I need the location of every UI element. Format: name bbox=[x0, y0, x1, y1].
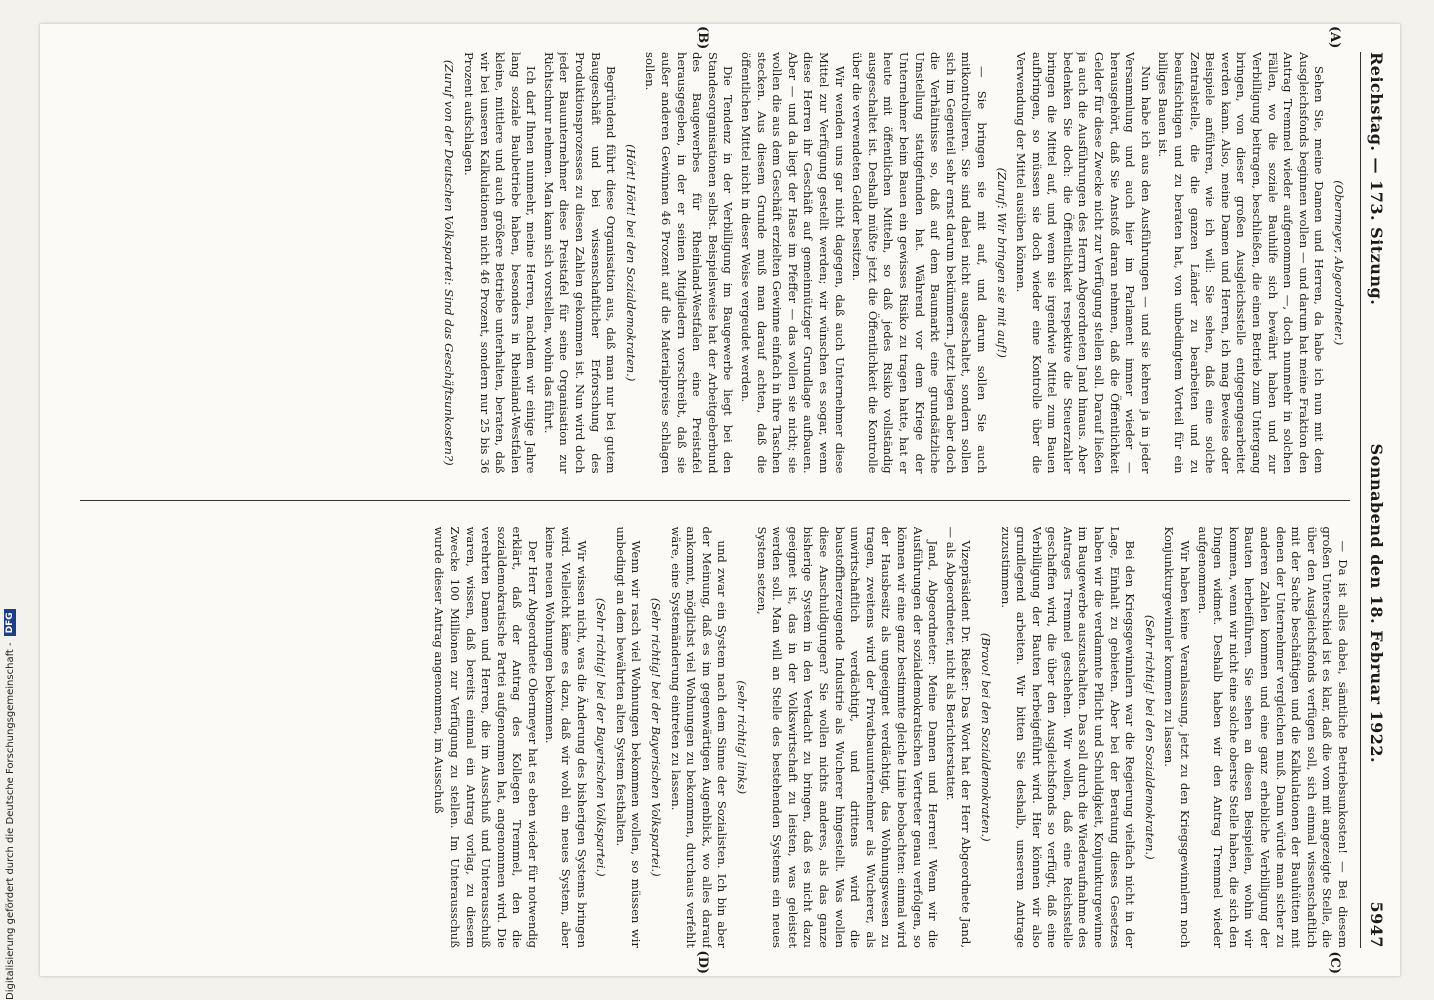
paragraph: Wir wenden uns gar nicht dagegen, daß auch Unternehmer diese Mittel zur Verfügung gestellt werden; wir wünschen es sogar, wenn diese Herren ihr Geschäft auf gemeinnütziger Grundlage aufbauen. Aber — und da liegt der Hase im Pfeffer — das wollen sie nicht; sie wollen die aus dem Geschäft erzielten Gewinne einfach in ihre Taschen stecken. Aus diesem Grunde muß man darauf achten, daß die öffentlichen Mittel nicht in dieser Weise vergeudet werden. bbox=[739, 52, 847, 474]
paragraph: Jand, Abgeordneter: Meine Damen und Herren! Wenn wir die Ausführungen der sozialdemokratischen Vertreter genau verfolgen, so können wir eine ganz bestimmte gleiche Linie beobachten: einmal wird der Hausbesitz als ungeeignet verdächtigt, das Wohnungswesen zu tragen, zweitens wird der Privatbauunternehmer als Wucherer, als unwirtschaftlich verdächtigt, und drittens wird die baustoffherzeugende Industrie als Wucherer hingestellt. Was wollen diese Anschuldigungen? Sie wollen nichts anderes, als das ganze bisherige System in den Verdacht zu bringen, daß es nicht dazu geeignet ist, das in der Volkswirtschaft zu leisten, was geleistet werden soll. Man will an Stelle des bestehenden Systems ein neues System setzen, bbox=[754, 526, 941, 949]
paragraph: — Da ist alles dabei, sämtliche Betriebsunkosten! — Bei diesem großen Unterschied ist es klar, daß die vom mit angezeigte Stelle, die über den Ausgleichsfonds verfügen soll, sich einmal wissenschaftlich mit der Sache beschäftigen und die Kalkulationen der Bauhütten mit denen der Unternehmer vergleichen muß. Dann würde man sicher zu anderen Zahlen kommen und eine ganz erhebliche Verbilligung der Bauten herbeiführen. Sie sehen an diesen Beispielen, wohin wir kommen, wenn wir nicht eine solche oberste Stelle haben, die sich den Dingen widmet. Deshalb haben wir den Antrag Tremmel wieder aufgenommen. bbox=[1195, 526, 1350, 949]
interjection: (Sehr richtig! bei der Bayerischen Volkspartei.) bbox=[649, 597, 664, 877]
paragraph: Wir haben keine Veranlassung, jetzt zu den Kriegsgewinnlern noch Konjunkturgewinnler kommen zu lassen. bbox=[1162, 526, 1193, 949]
paragraph: Ich darf Ihnen nunmehr, meine Herren, nachdem wir einige Jahre lang soziale Baubetriebe haben, besonders in Rheinland-Westfalen kleine, mittlere und auch größere Betriebe unterhalten, beraten, daß wir bei unseren Kalkulationen nicht 46 Prozent, sondern nur 25 bis 36 Prozent aufschlagen. bbox=[461, 52, 539, 474]
page-number: 5947 bbox=[1367, 901, 1386, 948]
interjection: (Bravo! bei den Sozialdemokraten.) bbox=[978, 632, 993, 842]
dfg-logo: DFG bbox=[4, 609, 16, 636]
interjection: (Sehr richtig! bei den Sozialdemokraten.) bbox=[1142, 614, 1157, 860]
interjection: (Zuruf von der Deutschen Volkspartei: Sind das Geschäftsunkosten?) bbox=[442, 59, 457, 466]
rotated-page-content bbox=[40, 24, 1400, 976]
header-session: Reichstag. — 173. Sitzung. bbox=[1367, 52, 1386, 306]
interjection: (Zuruf: Wir bringen sie mit auf!) bbox=[994, 167, 1009, 358]
speaker-line: (Obermeyer, Abgeordneter.) bbox=[1332, 180, 1346, 346]
interjection: (Sehr richtig! bei der Bayerischen Volkspartei.) bbox=[594, 597, 609, 877]
interjection: (Hört! Hört! bei den Sozialdemokraten.) bbox=[623, 144, 638, 382]
margin-mark-a: (A) bbox=[1327, 26, 1342, 49]
header-date: Sonnabend den 18. Februar 1922. bbox=[1367, 443, 1386, 764]
column-right bbox=[80, 527, 1350, 949]
paragraph: Bei den Kriegsgewinnlern war die Regierung vielfach nicht in der Lage, Einhalt zu gebieten. Aber bei der Beratung dieses Gesetzes haben wir die verdammte Pflicht und Schuldigkeit, Konjunkturgewinne im Baugewerbe auszuschalten. Das soll durch die Wiederaufnahme des Antrages Tremmel geschehen. Wir wollen, daß eine Reichsstelle geschaffen wird, die über den Ausgleichsfonds so verfügt, daß eine Verbilligung der Bauten herbeigeführt wird. Hier können wir also grundlegend arbeiten. Wir bitten Sie deshalb, unserem Antrage zuzustimmen. bbox=[998, 526, 1138, 949]
paragraph: Vizepräsident Dr. Rießer: Das Wort hat der Herr Abgeordnete Jand, — als Abgeordneter, nicht als Berichterstatter. bbox=[943, 526, 974, 949]
margin-mark-c: (C) bbox=[1327, 951, 1342, 974]
paragraph: Nun habe ich aus den Ausführungen — und sie kehren ja in jeder Versammlung und auch hier im Parlament immer wieder — herausgehört, daß Sie Anstoß daran nehmen, daß die Öffentlichkeit Gelder für diese Zwecke nicht zur Verfügung stellen soll. Darauf ließen ja auch die Ausführungen des Herrn Abgeordneten Jand hinaus. Aber bedenken Sie doch: die Öffentlichkeit respektive die Steuerzahler bringen die Mittel auf, und wenn sie irgendwie Mittel zum Bauen aufbringen, so müssen sie doch wieder eine Kontrolle über die Verwendung der Mittel ausüben können. bbox=[1014, 52, 1153, 474]
scanned-page bbox=[40, 24, 1400, 976]
credit-text: Digitalisierung gefördert durch die Deutsche Forschungsgemeinschaft - bbox=[4, 642, 16, 1000]
paragraph: — Sie bringen sie mit auf, und darum sollen Sie auch mitkontrollieren. Sie sind dabei nicht ausgeschaltet, sondern sollen sich im Gegenteil sehr ernst darum bekümmern. Jetzt liegen aber doch die Verhältnisse so, daß auf dem Baumarkt eine grundsätzliche Umstellung stattgefunden hat. Während vor dem Kriege der Unternehmer beim Bauen ein gewisses Risiko zu tragen hatte, hat er heute mit öffentlichen Mitteln, so daß jedes Risiko vollständig ausgeschaltet ist. Deshalb müßte jetzt die Öffentlichkeit die Kontrolle über die verwendeten Gelder besitzen. bbox=[850, 52, 989, 474]
digitization-credit bbox=[4, 609, 16, 1000]
paragraph: und zwar ein System nach dem Sinne der Sozialisten. Ich bin aber der Meinung, daß es im gegenwärtigen Augenblick, wo alles darauf ankommt, möglichst viel Wohnungen zu bekommen, durchaus verfehlt wäre, eine Systemänderung eintreten zu lassen. bbox=[668, 526, 730, 949]
margin-mark-d: (D) bbox=[695, 950, 710, 974]
paragraph: Wenn wir rasch viel Wohnungen bekommen wollen, so müssen wir unbedingt an dem bewährten alten System festhalten. bbox=[613, 526, 644, 949]
paragraph: Der Herr Abgeordnete Obermeyer hat es eben wieder für notwendig erklärt, daß der Antrag des Kollegen Tremmel, den die sozialdemokratische Partei aufgenommen hat, angenommen wird. Die verehrten Damen und Herren, die im Ausschuß und Unterausschuß waren, wissen, daß bereits einmal ein Antrag vorlag, zu diesem Zwecke 100 Millionen zur Verfügung zu stellen. Im Unterausschuß wurde dieser Antrag angenommen, im Ausschuß bbox=[432, 526, 540, 949]
paragraph: Wir wissen nicht, was die Änderung des bisherigen Systems bringen wird. Vielleicht käme es dazu, daß wir wohl ein neues System, aber keine neuen Wohnungen bekommen. bbox=[543, 526, 589, 949]
column-left bbox=[80, 52, 1350, 474]
interjection: (sehr richtig! links) bbox=[735, 680, 750, 795]
text-columns bbox=[80, 26, 1350, 974]
paragraph: Die Tendenz in der Verbilligung im Baugewerbe liegt bei den Standesorganisationen selbst. Beispielsweise hat der Arbeitgeberbund des Baugewerbes für Rheinland-Westfalen eine Preistafel herausgegeben, in der er seinen Mitgliedern vorschreibt, daß sie außer anderen Gewinnen 46 Prozent auf die Materialpreise schlagen sollen. bbox=[643, 52, 736, 474]
paragraph: Sehen Sie, meine Damen und Herren, da habe ich nun mit dem Ausgleichsfonds beginnen wollen — und darum hat meine Fraktion den Antrag Tremmel wieder aufgenommen —, doch nunmehr in solchen Fällen, wo die soziale Bauhilfe sich bewährt haben und zur Verbilligung beitragen, beschließen, die einen Betrieb zum Untergang bringen, von dieser großen Ausgleichsstelle entgegengearbeitet werden kann. Also, meine Damen und Herren, ich mag Beweise oder Beispiele anführen, wie ich will: Sie sehen, daß eine solche Zentralstelle, die die ganzen Länder zu bearbeiten und zu beaufsichtigen und zu beraten hat, von unbedingtem Vorteil für ein billiges Bauen ist. bbox=[1156, 52, 1327, 474]
paragraph: Begründend führt diese Organisation aus, daß man nur bei gutem Baugeschäft und bei wissenschaftlicher Erforschung des Produktionsprozesses zu diesen Zahlen gekommen ist. Nun wird doch jeder Bauunternehmer diese Preistafel für seine Organisation zur Richtschnur nehmen. Man kann sich vorstellen, wohin das führt. bbox=[541, 52, 619, 474]
page-header bbox=[1360, 52, 1386, 948]
column-divider bbox=[80, 500, 1350, 501]
margin-mark-b: (B) bbox=[695, 26, 710, 50]
